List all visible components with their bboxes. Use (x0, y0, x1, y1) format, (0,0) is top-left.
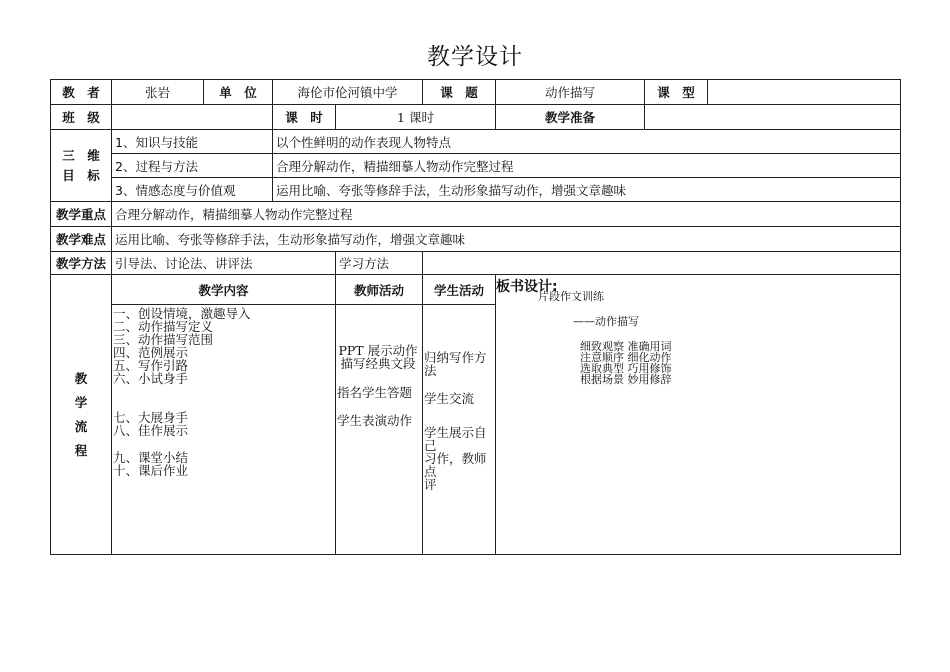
topic-value: 动作描写 (496, 80, 645, 105)
teacher-activity (336, 305, 423, 555)
content-header: 教学内容 (112, 275, 336, 305)
difficulty-label: 教学难点 (51, 227, 112, 252)
lesson-plan-table (50, 79, 901, 555)
teacher-activity-item: PPT 展示动作 (338, 343, 418, 358)
prep-value (645, 105, 901, 130)
type-label: 课 型 (645, 80, 708, 105)
objective-text: 合理分解动作，精描细摹人物动作完整过程 (273, 154, 901, 178)
flow-label-char: 流 (74, 418, 88, 434)
info-row-1 (51, 80, 901, 105)
info-row-2 (51, 105, 901, 130)
hours-value: 1 课时 (336, 105, 496, 130)
teacher-activity-item: 描写经典文段 (340, 356, 416, 371)
content-item: 六、小试身手 (113, 371, 189, 386)
objective-text: 运用比喻、夸张等修辞手法，生动形象描写动作，增强文章趣味 (273, 178, 901, 202)
teacher-activity-header: 教师活动 (336, 275, 423, 305)
board-item: 细致观察 准确用词 (580, 340, 672, 353)
content-item: 一、创设情境，激趣导入 (113, 306, 251, 321)
unit-label: 单 位 (204, 80, 273, 105)
student-activity-item: 习作，教师点 (424, 451, 487, 479)
class-label: 班 级 (51, 105, 112, 130)
type-value (708, 80, 901, 105)
flow-label (51, 275, 112, 555)
board-item: 注意顺序 细化动作 (580, 351, 672, 364)
content-item: 八、佳作展示 (113, 423, 189, 438)
flow-label-char: 教 (74, 370, 88, 386)
method-row (51, 252, 901, 275)
flow-header-row (51, 275, 901, 305)
difficulty-row (51, 227, 901, 252)
method-label: 教学方法 (51, 252, 112, 275)
class-value (112, 105, 273, 130)
teacher-activity-item: 学生表演动作 (337, 413, 413, 428)
objectives-label (51, 130, 112, 202)
student-activity-item: 归纳写作方法 (424, 350, 487, 378)
board-line: 片段作文训练 (538, 290, 605, 303)
objective-row (51, 154, 901, 178)
objective-name: 1、知识与技能 (112, 130, 273, 154)
teacher-label: 教 者 (51, 80, 112, 105)
content-item: 七、大展身手 (113, 410, 189, 425)
teacher-activity-item: 指名学生答题 (337, 385, 413, 400)
page-title: 教学设计 (427, 44, 523, 70)
board-design (496, 275, 901, 555)
objective-row (51, 130, 901, 154)
content-item: 十、课后作业 (113, 463, 189, 478)
content-item: 三、动作描写范围 (113, 332, 214, 347)
student-activity-item: 学生展示自己 (424, 425, 487, 453)
objectives-label-line2: 目 标 (62, 167, 100, 183)
board-line: ——动作描写 (573, 315, 640, 328)
study-method-value (423, 252, 901, 275)
student-activity-item: 学生交流 (424, 391, 475, 406)
student-activity (423, 305, 496, 555)
content-list (112, 305, 336, 555)
key-point-label: 教学重点 (51, 202, 112, 227)
student-activity-header: 学生活动 (423, 275, 496, 305)
method-text: 引导法、讨论法、讲评法 (112, 252, 336, 275)
objective-name: 3、情感态度与价值观 (112, 178, 273, 202)
objectives-label-line1: 三 维 (62, 147, 100, 163)
content-item: 五、写作引路 (113, 358, 189, 373)
key-point-text: 合理分解动作，精描细摹人物动作完整过程 (112, 202, 901, 227)
teacher-value: 张岩 (112, 80, 204, 105)
flow-label-char: 程 (74, 442, 88, 458)
content-item: 四、范例展示 (113, 345, 189, 360)
objective-name: 2、过程与方法 (112, 154, 273, 178)
study-method-label: 学习方法 (336, 252, 423, 275)
board-item: 根据场景 妙用修辞 (580, 373, 672, 386)
board-item: 选取典型 巧用修饰 (580, 362, 672, 375)
objective-text: 以个性鲜明的动作表现人物特点 (273, 130, 901, 154)
hours-label: 课 时 (273, 105, 336, 130)
prep-label: 教学准备 (496, 105, 645, 130)
topic-label: 课 题 (423, 80, 496, 105)
flow-label-char: 学 (74, 394, 88, 410)
content-item: 九、课堂小结 (113, 450, 189, 465)
student-activity-item: 评 (424, 477, 437, 492)
key-point-row (51, 202, 901, 227)
board-title: 板书设计: (496, 279, 558, 295)
objective-row (51, 178, 901, 202)
content-item: 二、动作描写定义 (113, 319, 214, 334)
difficulty-text: 运用比喻、夸张等修辞手法，生动形象描写动作，增强文章趣味 (112, 227, 901, 252)
unit-value: 海伦市伦河镇中学 (273, 80, 423, 105)
